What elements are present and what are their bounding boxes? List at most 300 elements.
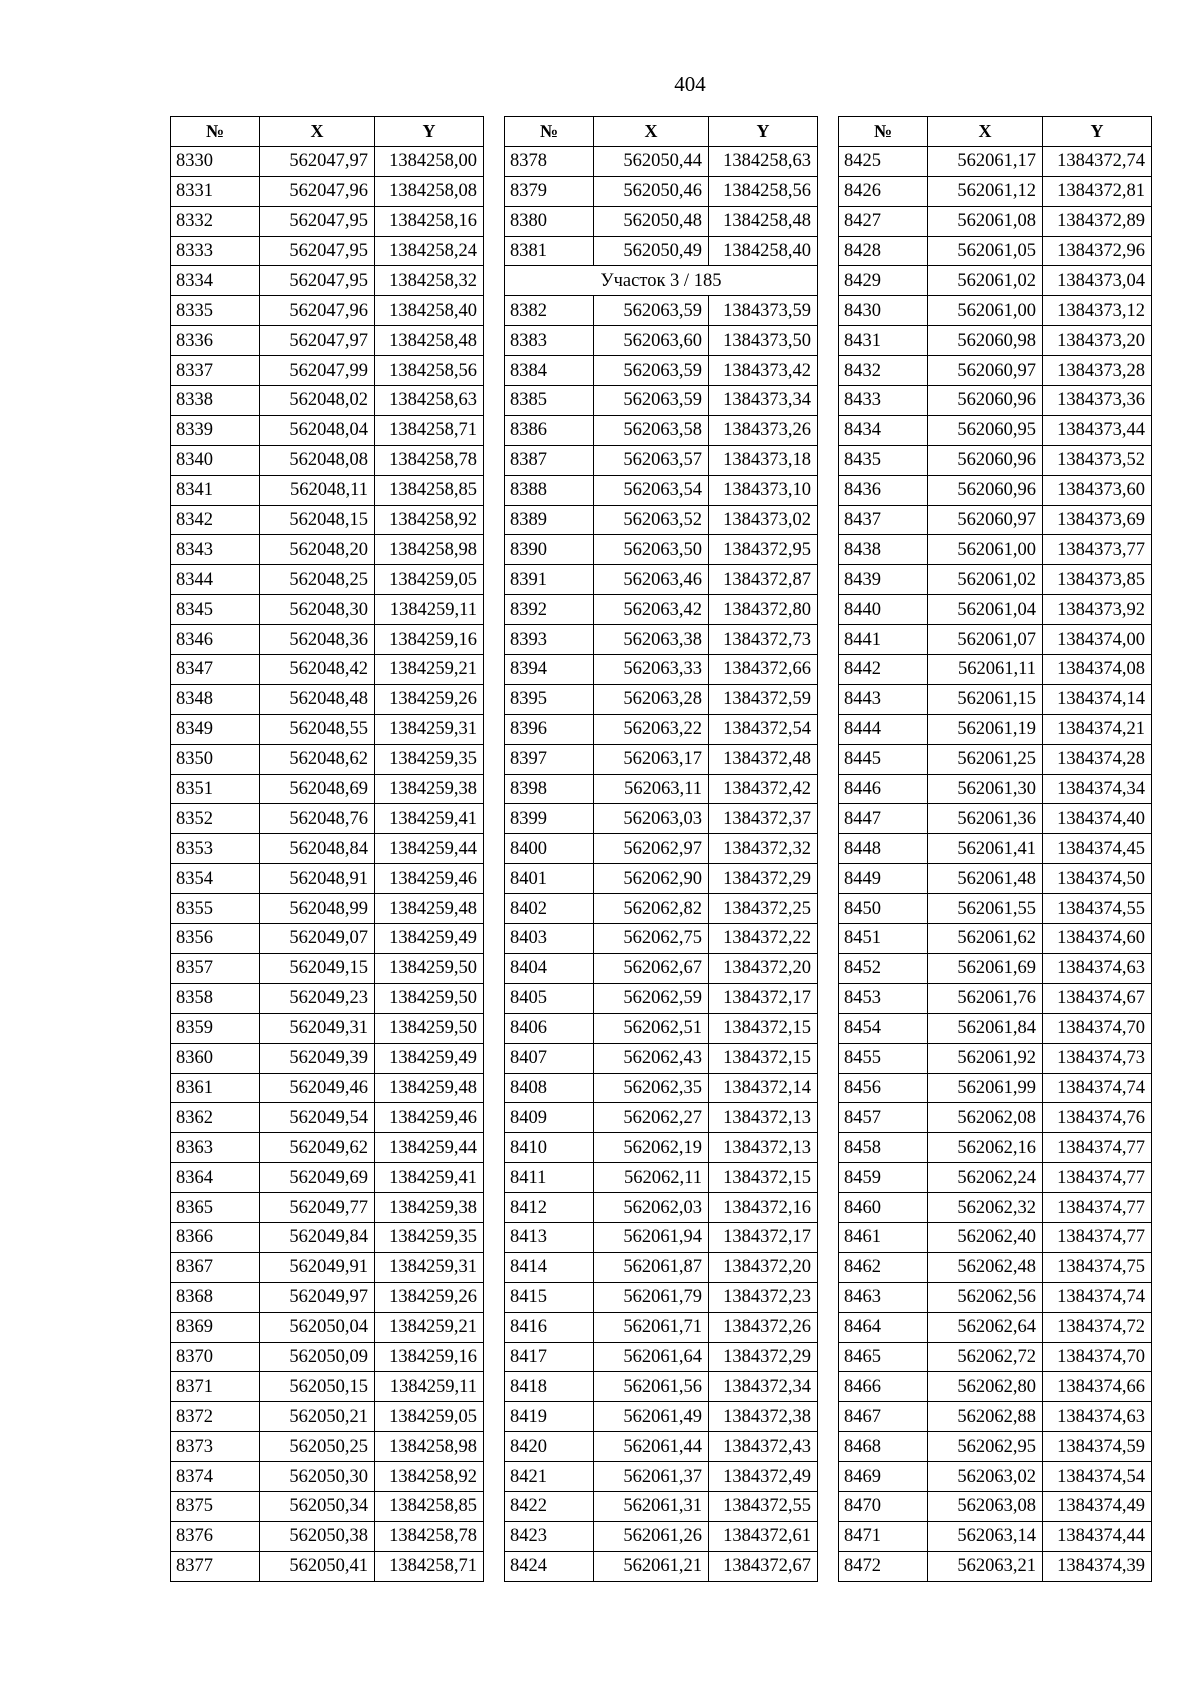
coord-x: 562062,24 [928, 1163, 1043, 1193]
table-row [505, 714, 818, 744]
coord-x: 562063,02 [928, 1462, 1043, 1492]
coord-x: 562061,31 [594, 1491, 709, 1521]
coord-x: 562063,08 [928, 1491, 1043, 1521]
coord-x: 562061,30 [928, 774, 1043, 804]
table-row [505, 326, 818, 356]
point-number: 8365 [171, 1193, 260, 1223]
coord-y: 1384374,54 [1043, 1462, 1152, 1492]
table-row [171, 924, 484, 954]
table-row [505, 1491, 818, 1521]
coord-y: 1384373,50 [709, 326, 818, 356]
table-row [505, 625, 818, 655]
coord-y: 1384372,29 [709, 864, 818, 894]
point-number: 8414 [505, 1252, 594, 1282]
coord-y: 1384258,48 [375, 326, 484, 356]
coord-y: 1384259,41 [375, 1163, 484, 1193]
table-row [505, 1073, 818, 1103]
table-row [505, 1013, 818, 1043]
coord-x: 562061,49 [594, 1402, 709, 1432]
point-number: 8332 [171, 206, 260, 236]
coord-y: 1384374,73 [1043, 1043, 1152, 1073]
coord-x: 562063,33 [594, 655, 709, 685]
coord-x: 562050,09 [260, 1342, 375, 1372]
point-number: 8392 [505, 595, 594, 625]
table-row [839, 356, 1152, 386]
point-number: 8434 [839, 415, 928, 445]
table-row [505, 1043, 818, 1073]
point-number: 8336 [171, 326, 260, 356]
point-number: 8453 [839, 983, 928, 1013]
point-number: 8363 [171, 1133, 260, 1163]
point-number: 8439 [839, 565, 928, 595]
coord-y: 1384374,21 [1043, 714, 1152, 744]
coord-x: 562048,42 [260, 655, 375, 685]
coord-x: 562061,36 [928, 804, 1043, 834]
table-row [505, 1193, 818, 1223]
point-number: 8335 [171, 296, 260, 326]
table-row [839, 236, 1152, 266]
coord-x: 562062,59 [594, 983, 709, 1013]
point-number: 8469 [839, 1462, 928, 1492]
coord-x: 562061,15 [928, 684, 1043, 714]
coord-y: 1384372,80 [709, 595, 818, 625]
coord-y: 1384373,59 [709, 296, 818, 326]
coord-y: 1384374,74 [1043, 1282, 1152, 1312]
header-x: X [928, 117, 1043, 147]
point-number: 8356 [171, 924, 260, 954]
point-number: 8465 [839, 1342, 928, 1372]
coord-x: 562049,97 [260, 1282, 375, 1312]
coord-x: 562048,15 [260, 505, 375, 535]
point-number: 8442 [839, 655, 928, 685]
table-row [505, 236, 818, 266]
coord-y: 1384373,85 [1043, 565, 1152, 595]
table-row [839, 983, 1152, 1013]
coord-y: 1384258,92 [375, 505, 484, 535]
coord-x: 562062,72 [928, 1342, 1043, 1372]
coord-y: 1384373,77 [1043, 535, 1152, 565]
table-row [171, 834, 484, 864]
coord-y: 1384372,96 [1043, 236, 1152, 266]
table-row [171, 1133, 484, 1163]
table-row [171, 146, 484, 176]
table-row [171, 983, 484, 1013]
table-row [505, 1372, 818, 1402]
coord-y: 1384258,40 [375, 296, 484, 326]
point-number: 8432 [839, 356, 928, 386]
coord-x: 562049,39 [260, 1043, 375, 1073]
table-row [839, 684, 1152, 714]
coord-x: 562060,97 [928, 356, 1043, 386]
coord-y: 1384259,05 [375, 1402, 484, 1432]
coord-x: 562062,43 [594, 1043, 709, 1073]
coord-y: 1384372,20 [709, 1252, 818, 1282]
coord-x: 562050,48 [594, 206, 709, 236]
header-y: Y [709, 117, 818, 147]
coord-y: 1384259,50 [375, 1013, 484, 1043]
coord-y: 1384259,38 [375, 774, 484, 804]
table-row [505, 1342, 818, 1372]
coord-x: 562062,51 [594, 1013, 709, 1043]
table-row [505, 953, 818, 983]
header-x: X [594, 117, 709, 147]
table-row [505, 1432, 818, 1462]
coord-y: 1384374,66 [1043, 1372, 1152, 1402]
table-row [171, 625, 484, 655]
coord-x: 562062,88 [928, 1402, 1043, 1432]
table-row [839, 1252, 1152, 1282]
coord-x: 562048,30 [260, 595, 375, 625]
point-number: 8334 [171, 266, 260, 296]
point-number: 8391 [505, 565, 594, 595]
coord-x: 562061,48 [928, 864, 1043, 894]
point-number: 8372 [171, 1402, 260, 1432]
coord-x: 562048,99 [260, 894, 375, 924]
coord-x: 562061,56 [594, 1372, 709, 1402]
table-row [839, 1163, 1152, 1193]
table-row [839, 1462, 1152, 1492]
point-number: 8358 [171, 983, 260, 1013]
point-number: 8355 [171, 894, 260, 924]
coord-y: 1384373,69 [1043, 505, 1152, 535]
coord-y: 1384372,17 [709, 983, 818, 1013]
coord-x: 562050,15 [260, 1372, 375, 1402]
coord-y: 1384374,70 [1043, 1013, 1152, 1043]
coord-x: 562048,69 [260, 774, 375, 804]
table-row [839, 1372, 1152, 1402]
table-row [171, 1163, 484, 1193]
table-row [839, 266, 1152, 296]
table-row [171, 1252, 484, 1282]
table-row [505, 864, 818, 894]
point-number: 8410 [505, 1133, 594, 1163]
coord-x: 562063,38 [594, 625, 709, 655]
point-number: 8407 [505, 1043, 594, 1073]
point-number: 8436 [839, 475, 928, 505]
coord-y: 1384259,49 [375, 1043, 484, 1073]
table-row [171, 804, 484, 834]
point-number: 8445 [839, 744, 928, 774]
table-row [839, 1282, 1152, 1312]
coord-x: 562049,07 [260, 924, 375, 954]
point-number: 8467 [839, 1402, 928, 1432]
table-row [171, 684, 484, 714]
coord-x: 562048,08 [260, 445, 375, 475]
table-row [839, 1133, 1152, 1163]
coord-x: 562048,36 [260, 625, 375, 655]
table-row [839, 1013, 1152, 1043]
coord-y: 1384372,37 [709, 804, 818, 834]
coord-x: 562061,64 [594, 1342, 709, 1372]
point-number: 8379 [505, 176, 594, 206]
table-row [839, 1312, 1152, 1342]
coord-x: 562060,98 [928, 326, 1043, 356]
coord-x: 562047,96 [260, 296, 375, 326]
coord-y: 1384258,24 [375, 236, 484, 266]
table-row [171, 176, 484, 206]
table-row [505, 1312, 818, 1342]
table-row [171, 475, 484, 505]
point-number: 8360 [171, 1043, 260, 1073]
point-number: 8447 [839, 804, 928, 834]
coord-y: 1384374,08 [1043, 655, 1152, 685]
point-number: 8342 [171, 505, 260, 535]
table-row [505, 146, 818, 176]
coord-y: 1384374,74 [1043, 1073, 1152, 1103]
table-row [505, 565, 818, 595]
point-number: 8456 [839, 1073, 928, 1103]
coord-x: 562063,57 [594, 445, 709, 475]
coord-x: 562061,62 [928, 924, 1043, 954]
table-row [839, 386, 1152, 416]
point-number: 8438 [839, 535, 928, 565]
coord-y: 1384372,38 [709, 1402, 818, 1432]
coord-x: 562062,03 [594, 1193, 709, 1223]
point-number: 8377 [171, 1551, 260, 1581]
coord-y: 1384374,75 [1043, 1252, 1152, 1282]
coord-y: 1384372,26 [709, 1312, 818, 1342]
coord-y: 1384372,13 [709, 1103, 818, 1133]
coord-x: 562062,97 [594, 834, 709, 864]
point-number: 8418 [505, 1372, 594, 1402]
coord-x: 562048,62 [260, 744, 375, 774]
point-number: 8378 [505, 146, 594, 176]
coord-y: 1384374,63 [1043, 953, 1152, 983]
point-number: 8428 [839, 236, 928, 266]
coord-y: 1384372,42 [709, 774, 818, 804]
point-number: 8459 [839, 1163, 928, 1193]
table-row [505, 535, 818, 565]
coord-y: 1384259,11 [375, 1372, 484, 1402]
table-row [171, 296, 484, 326]
coord-x: 562063,50 [594, 535, 709, 565]
point-number: 8348 [171, 684, 260, 714]
point-number: 8380 [505, 206, 594, 236]
coord-y: 1384374,77 [1043, 1133, 1152, 1163]
coord-y: 1384259,50 [375, 983, 484, 1013]
table-row [839, 1521, 1152, 1551]
point-number: 8448 [839, 834, 928, 864]
table-row [839, 894, 1152, 924]
header-y: Y [375, 117, 484, 147]
point-number: 8433 [839, 386, 928, 416]
coord-y: 1384259,21 [375, 1312, 484, 1342]
page-number: 404 [674, 72, 706, 96]
point-number: 8393 [505, 625, 594, 655]
coord-x: 562048,91 [260, 864, 375, 894]
coord-x: 562061,99 [928, 1073, 1043, 1103]
coord-x: 562049,69 [260, 1163, 375, 1193]
point-number: 8359 [171, 1013, 260, 1043]
coord-y: 1384374,00 [1043, 625, 1152, 655]
point-number: 8425 [839, 146, 928, 176]
table-row [171, 565, 484, 595]
point-number: 8364 [171, 1163, 260, 1193]
point-number: 8462 [839, 1252, 928, 1282]
point-number: 8415 [505, 1282, 594, 1312]
table-row [839, 1342, 1152, 1372]
point-number: 8344 [171, 565, 260, 595]
table-row [505, 595, 818, 625]
coord-x: 562062,40 [928, 1222, 1043, 1252]
table-row [171, 1342, 484, 1372]
point-number: 8435 [839, 445, 928, 475]
coord-x: 562061,05 [928, 236, 1043, 266]
coord-x: 562061,92 [928, 1043, 1043, 1073]
coord-x: 562062,95 [928, 1432, 1043, 1462]
coord-x: 562063,22 [594, 714, 709, 744]
point-number: 8404 [505, 953, 594, 983]
table-row [171, 894, 484, 924]
table-row [839, 1491, 1152, 1521]
table-row [171, 415, 484, 445]
table-row [171, 595, 484, 625]
coord-y: 1384258,71 [375, 1551, 484, 1581]
table-row [171, 1073, 484, 1103]
coord-y: 1384258,56 [709, 176, 818, 206]
coord-y: 1384374,77 [1043, 1193, 1152, 1223]
coord-y: 1384374,63 [1043, 1402, 1152, 1432]
table-row [171, 266, 484, 296]
coord-y: 1384373,36 [1043, 386, 1152, 416]
coord-x: 562061,79 [594, 1282, 709, 1312]
table-row [839, 834, 1152, 864]
coord-x: 562063,21 [928, 1551, 1043, 1581]
table-row [171, 1462, 484, 1492]
coord-y: 1384258,98 [375, 1432, 484, 1462]
point-number: 8362 [171, 1103, 260, 1133]
table-row [171, 505, 484, 535]
coord-y: 1384374,14 [1043, 684, 1152, 714]
point-number: 8374 [171, 1462, 260, 1492]
coord-y: 1384374,50 [1043, 864, 1152, 894]
point-number: 8376 [171, 1521, 260, 1551]
table-row [505, 924, 818, 954]
coord-y: 1384372,43 [709, 1432, 818, 1462]
point-number: 8412 [505, 1193, 594, 1223]
coord-y: 1384374,77 [1043, 1163, 1152, 1193]
coord-y: 1384259,26 [375, 1282, 484, 1312]
table-row [505, 1133, 818, 1163]
header-number: № [171, 117, 260, 147]
coord-y: 1384259,38 [375, 1193, 484, 1223]
table-row [505, 176, 818, 206]
coord-x: 562061,69 [928, 953, 1043, 983]
table-header-row [505, 117, 818, 147]
table-row [839, 535, 1152, 565]
point-number: 8422 [505, 1491, 594, 1521]
coord-x: 562049,91 [260, 1252, 375, 1282]
point-number: 8468 [839, 1432, 928, 1462]
coord-y: 1384372,15 [709, 1163, 818, 1193]
coord-x: 562050,30 [260, 1462, 375, 1492]
coord-y: 1384259,26 [375, 684, 484, 714]
coord-y: 1384373,12 [1043, 296, 1152, 326]
table-row [839, 864, 1152, 894]
point-number: 8399 [505, 804, 594, 834]
coord-x: 562050,41 [260, 1551, 375, 1581]
coord-y: 1384258,85 [375, 1491, 484, 1521]
coord-x: 562061,12 [928, 176, 1043, 206]
coord-y: 1384259,35 [375, 744, 484, 774]
coord-y: 1384259,35 [375, 1222, 484, 1252]
coord-x: 562049,77 [260, 1193, 375, 1223]
coord-x: 562061,00 [928, 296, 1043, 326]
point-number: 8385 [505, 386, 594, 416]
coord-x: 562062,64 [928, 1312, 1043, 1342]
coord-y: 1384372,81 [1043, 176, 1152, 206]
table-row [839, 206, 1152, 236]
point-number: 8420 [505, 1432, 594, 1462]
point-number: 8397 [505, 744, 594, 774]
table-row [839, 1432, 1152, 1462]
coord-x: 562061,71 [594, 1312, 709, 1342]
coord-y: 1384373,02 [709, 505, 818, 535]
point-number: 8384 [505, 356, 594, 386]
coord-y: 1384372,34 [709, 1372, 818, 1402]
point-number: 8383 [505, 326, 594, 356]
point-number: 8429 [839, 266, 928, 296]
point-number: 8470 [839, 1491, 928, 1521]
coord-y: 1384374,34 [1043, 774, 1152, 804]
coord-y: 1384374,59 [1043, 1432, 1152, 1462]
coord-x: 562047,95 [260, 206, 375, 236]
section-label: Участок 3 / 185 [505, 266, 818, 296]
coord-y: 1384259,46 [375, 1103, 484, 1133]
table-row [505, 445, 818, 475]
coord-x: 562061,26 [594, 1521, 709, 1551]
coord-y: 1384259,44 [375, 834, 484, 864]
coord-x: 562063,28 [594, 684, 709, 714]
coordinates-table-1 [170, 116, 484, 1582]
table-row [171, 1521, 484, 1551]
coord-y: 1384372,15 [709, 1013, 818, 1043]
point-number: 8400 [505, 834, 594, 864]
table-row [171, 1043, 484, 1073]
table-row [505, 655, 818, 685]
coord-y: 1384372,61 [709, 1521, 818, 1551]
point-number: 8352 [171, 804, 260, 834]
coord-x: 562048,20 [260, 535, 375, 565]
point-number: 8431 [839, 326, 928, 356]
table-row [839, 1103, 1152, 1133]
table-row [171, 356, 484, 386]
table-row [505, 1252, 818, 1282]
coord-y: 1384372,95 [709, 535, 818, 565]
coord-x: 562048,84 [260, 834, 375, 864]
coord-x: 562050,38 [260, 1521, 375, 1551]
table-row [505, 804, 818, 834]
coord-y: 1384374,76 [1043, 1103, 1152, 1133]
coord-x: 562061,02 [928, 565, 1043, 595]
table-row [839, 176, 1152, 206]
point-number: 8424 [505, 1551, 594, 1581]
table-row [505, 774, 818, 804]
point-number: 8382 [505, 296, 594, 326]
coord-y: 1384259,46 [375, 864, 484, 894]
point-number: 8349 [171, 714, 260, 744]
point-number: 8427 [839, 206, 928, 236]
coord-y: 1384373,26 [709, 415, 818, 445]
coord-y: 1384258,92 [375, 1462, 484, 1492]
point-number: 8394 [505, 655, 594, 685]
coord-x: 562062,80 [928, 1372, 1043, 1402]
coord-y: 1384258,98 [375, 535, 484, 565]
coord-x: 562047,99 [260, 356, 375, 386]
coord-y: 1384258,63 [709, 146, 818, 176]
table-row [171, 386, 484, 416]
table-row [839, 1551, 1152, 1581]
